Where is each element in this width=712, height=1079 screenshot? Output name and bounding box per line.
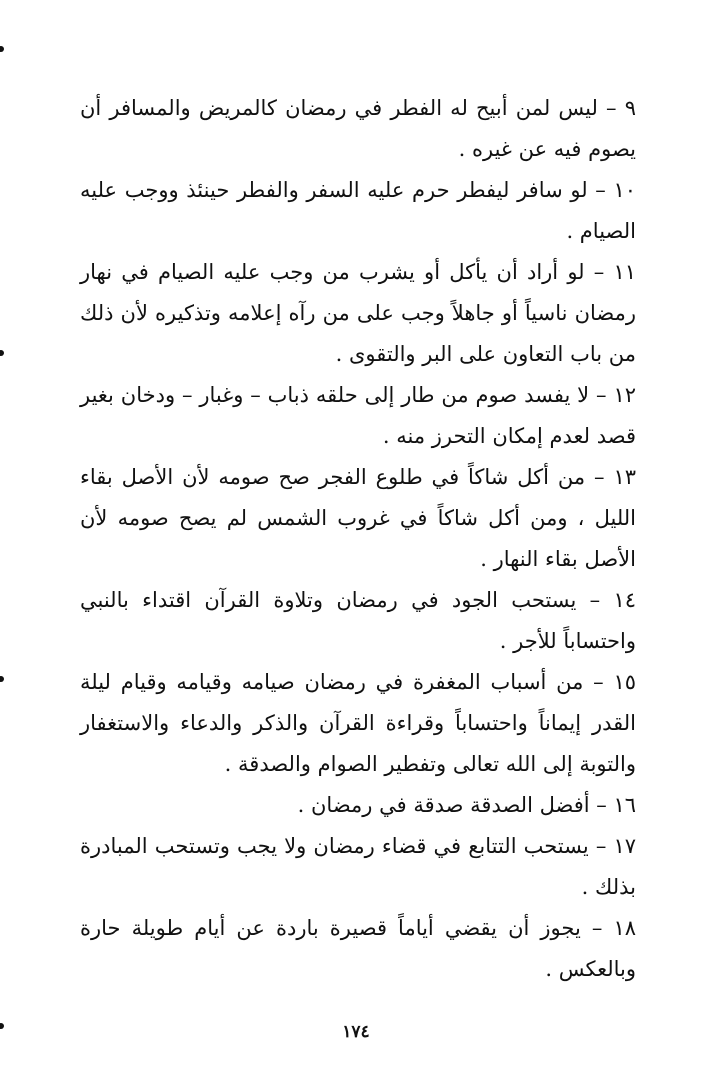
entry-12: ١٢ – لا يفسد صوم من طار إلى حلقه ذباب – وغبار – ودخان بغير قصد لعدم إمكان التحرز منه . (80, 383, 636, 448)
entry-10: ١٠ – لو سافر ليفطر حرم عليه السفر والفطر حينئذ ووجب عليه الصيام . (80, 178, 636, 243)
edge-mark-top (0, 46, 4, 52)
entry-13: ١٣ – من أكل شاكاً في طلوع الفجر صح صومه لأن الأصل بقاء الليل ، ومن أكل شاكاً في غروب الشمس لم يصح صومه لأن الأصل بقاء النهار . (80, 465, 636, 571)
text-body (80, 88, 636, 990)
page-number: ١٧٤ (342, 1022, 370, 1042)
entry-18: ١٨ – يجوز أن يقضي أياماً قصيرة باردة عن أيام طويلة حارة وبالعكس . (80, 916, 636, 981)
entry-11: ١١ – لو أراد أن يأكل أو يشرب من وجب عليه الصيام في نهار رمضان ناسياً أو جاهلاً وجب على من رآه إعلامه وتذكيره لأن ذلك من باب التعاون على البر والتقوى . (80, 260, 636, 366)
edge-mark-middle (0, 676, 4, 682)
entry-16: ١٦ – أفضل الصدقة صدقة في رمضان . (297, 793, 636, 817)
entry-17: ١٧ – يستحب التتابع في قضاء رمضان ولا يجب وتستحب المبادرة بذلك . (80, 834, 636, 899)
entry-15: ١٥ – من أسباب المغفرة في رمضان صيامه وقيامه وقيام ليلة القدر إيماناً واحتساباً وقراءة القرآن والذكر والدعاء والاستغفار والتوبة إلى الله تعالى وتفطير الصوام والصدقة . (80, 670, 636, 776)
entry-9: ٩ – ليس لمن أبيح له الفطر في رمضان كالمريض والمسافر أن يصوم فيه عن غيره . (80, 96, 636, 161)
edge-mark-upper (0, 350, 4, 356)
entry-14: ١٤ – يستحب الجود في رمضان وتلاوة القرآن اقتداء بالنبي واحتساباً للأجر . (80, 588, 636, 653)
